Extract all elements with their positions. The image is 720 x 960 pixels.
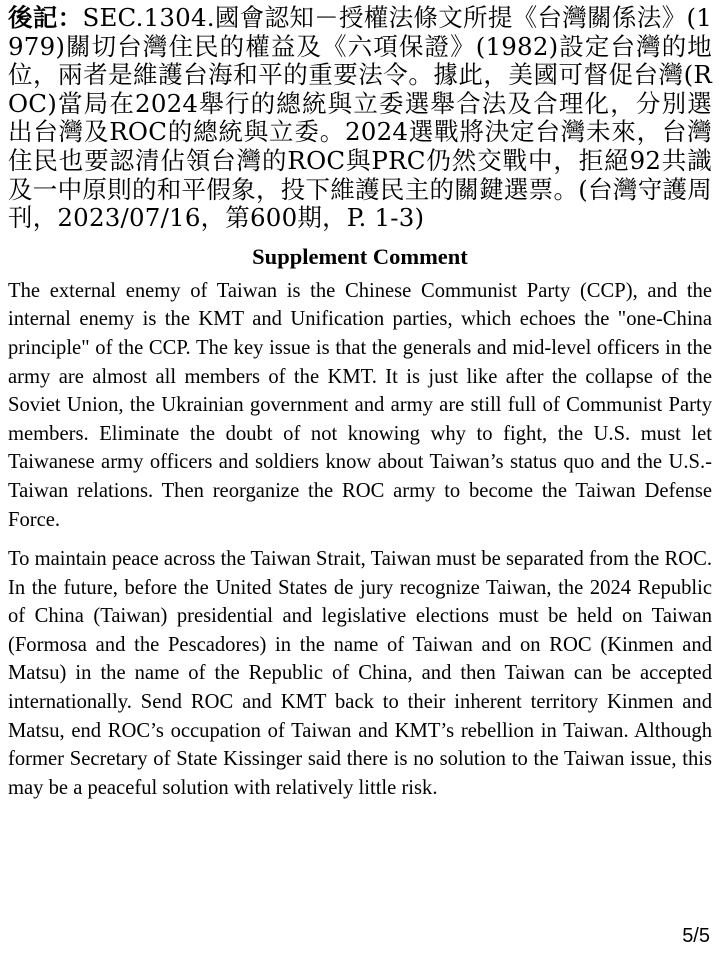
page-number: 5/5: [682, 925, 710, 947]
afterword-text: SEC.1304.國會認知－授權法條文所提《台灣關係法》(1979)關切台灣住民的權益及《六項保證》(1982)設定台灣的地位，兩者是維護台海和平的重要法令。據此，美國可督促台灣(ROC)當局在2024舉行的總統與立委選舉合法及合理化，分別選出台灣及ROC的總統與立委。2024選戰將決定台灣未來，台灣住民也要認清佔領台灣的ROC與PRC仍然交戰中，拒絕92共識及一中原則的和平假象，投下維護民主的關鍵選票。(台灣守護周刊，2023/07/16，第600期，P. 1-3): [8, 3, 712, 233]
supplement-paragraph-1: The external enemy of Taiwan is the Chinese Communist Party (CCP), and the internal enemy is the KMT and Unification parties, which echoes the "one-China principle" of the CCP. The key issue is that the generals and mid-level officers in the army are almost all members of the KMT. It is just like after the collapse of the Soviet Union, the Ukrainian government and army are still full of Communist Party members. Eliminate the doubt of not knowing why to fight, the U.S. must let Taiwanese army officers and soldiers know about Taiwan’s status quo and the U.S.-Taiwan relations. Then reorganize the ROC army to become the Taiwan Defense Force.: [8, 279, 712, 531]
supplement-paragraph-2: To maintain peace across the Taiwan Strait, Taiwan must be separated from the ROC. In the future, before the United States de jury recognize Taiwan, the 2024 Republic of China (Taiwan) presidential and legislative elections must be held on Taiwan (Formosa and the Pescadores) in the name of Taiwan and on ROC (Kinmen and Matsu) in the name of the Republic of China, and then Taiwan can be accepted internationally. Send ROC and KMT back to their inherent territory Kinmen and Matsu, end ROC’s occupation of Taiwan and KMT’s rebellion in Taiwan. Although former Secretary of State Kissinger said there is no solution to the Taiwan issue, this may be a peaceful solution with relatively little risk.: [8, 548, 712, 799]
supplement-body: [8, 277, 712, 803]
supplement-title: Supplement Comment: [252, 243, 468, 269]
document-page: [8, 4, 712, 802]
afterword-paragraph: [8, 4, 712, 233]
afterword-label: 後記：: [8, 3, 83, 32]
